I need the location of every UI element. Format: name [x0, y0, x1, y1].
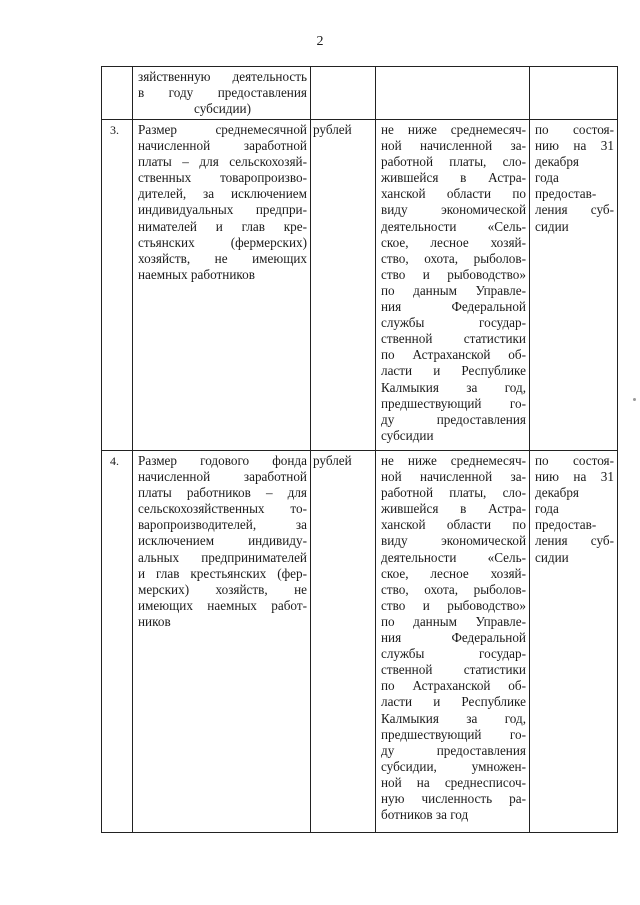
criterion-line: ной начисленной за- [381, 469, 526, 485]
criterion-line: по Астраханской об- [381, 347, 526, 363]
criterion-line: ство и рыбоводство» [381, 266, 526, 282]
date-line: ления суб- [535, 533, 614, 549]
indicator-name-line: стьянских (фермерских) [138, 234, 307, 250]
date-line: нию на 31 [535, 138, 614, 154]
indicator-name-line: платы – для сельскохозяй- [138, 154, 307, 170]
indicator-name-line: платы работников – для [138, 485, 307, 501]
indicator-name-cell [133, 451, 311, 833]
indicator-name-line: нимателей и глав кре- [138, 218, 307, 234]
criterion-line: работной платы, сло- [381, 485, 526, 501]
row-number [102, 67, 132, 69]
page-number: 2 [316, 34, 324, 49]
criterion-cell [376, 120, 530, 451]
criterion-line: ду предоставления [381, 411, 526, 427]
indicator-name-line: варопроизводителей, за [138, 517, 307, 533]
indicator-name-line: мерских) хозяйств, не [138, 581, 307, 597]
indicator-name-line: и глав крестьянских (фер- [138, 565, 307, 581]
indicator-name-line: имеющих наемных работ- [138, 597, 307, 613]
indicator-name-cell [133, 67, 311, 120]
indicator-name-line: в году предоставления [138, 85, 307, 101]
criterion-line: по данным Управле- [381, 613, 526, 629]
date-line: года [535, 170, 559, 186]
criterion-line: по Астраханской об- [381, 678, 526, 694]
criterion-line: субсидии [381, 427, 434, 443]
criterion-line: ское, лесное хозяй- [381, 234, 526, 250]
date-line: сидии [535, 218, 569, 234]
date-cell [530, 451, 618, 833]
indicator-name-line: дителей, за исключением [138, 186, 307, 202]
indicator-name-line: зяйственную деятельность [138, 69, 307, 84]
indicator-name-line: альных предпринимателей [138, 549, 307, 565]
criterion-line: не ниже среднемесяч- [381, 453, 526, 468]
date-cell [530, 120, 618, 451]
date-line: предостав- [535, 186, 597, 202]
criterion-line: ство, охота, рыболов- [381, 250, 526, 266]
criterion-line: Калмыкия за год, [381, 379, 526, 395]
criterion-line: службы государ- [381, 315, 526, 331]
criterion-line: деятельности «Сель- [381, 218, 526, 234]
criterion-cell [376, 67, 530, 120]
criterion-line: ласти и Республике [381, 694, 526, 710]
indicator-name-line: начисленной заработной [138, 469, 307, 485]
table-row [102, 67, 618, 120]
row-number-cell [102, 120, 133, 451]
criterion-line: по данным Управле- [381, 282, 526, 298]
date-line: ления суб- [535, 202, 614, 218]
row-number: 4. [110, 454, 119, 468]
criterion-line: предшествующий го- [381, 395, 526, 411]
criterion-line: ласти и Республике [381, 363, 526, 379]
criterion-line: ной на среднесписоч- [381, 774, 526, 790]
row-number-cell [102, 67, 133, 120]
criterion-line: ную численность ра- [381, 790, 526, 806]
table-row [102, 120, 618, 451]
indicator-name-line: ников [138, 613, 171, 629]
indicator-name-line: Размер годового фонда [138, 453, 307, 468]
unit-cell [311, 67, 376, 120]
criterion-line: деятельности «Сель- [381, 549, 526, 565]
criterion-line: не ниже среднемесяч- [381, 122, 526, 137]
criterion-line: субсидии, умножен- [381, 758, 526, 774]
indicator-name-line: начисленной заработной [138, 138, 307, 154]
unit-cell [311, 451, 376, 833]
indicator-name-line: Размер среднемесячной [138, 122, 307, 137]
date-line: по состоя- [535, 453, 614, 468]
indicator-name-line: исключением индивиду- [138, 533, 307, 549]
row-number-cell [102, 451, 133, 833]
row-number: 3. [110, 123, 119, 137]
indicator-name-cell [133, 120, 311, 451]
criterion-line: предшествующий го- [381, 726, 526, 742]
date-line: сидии [535, 549, 569, 565]
criterion-line: виду экономической [381, 533, 526, 549]
criterion-line: работной платы, сло- [381, 154, 526, 170]
date-line: по состоя- [535, 122, 614, 137]
date-line: года [535, 501, 559, 517]
indicator-name-line: ственных товаропроизво- [138, 170, 307, 186]
unit-label: рублей [313, 122, 352, 137]
date-line: предостав- [535, 517, 597, 533]
criterion-line: ханской области по [381, 517, 526, 533]
criterion-line: ния Федеральной [381, 630, 526, 646]
unit-cell [311, 120, 376, 451]
criterion-line: жившейся в Астра- [381, 170, 526, 186]
indicator-name-line: субсидии) [194, 101, 251, 117]
document-table [101, 66, 618, 833]
criterion-line: ственной статистики [381, 662, 526, 678]
criterion-line: ство, охота, рыболов- [381, 581, 526, 597]
criterion-line: службы государ- [381, 646, 526, 662]
criterion-line: Калмыкия за год, [381, 710, 526, 726]
criterion-line: ду предоставления [381, 742, 526, 758]
unit-label: рублей [313, 453, 352, 468]
indicator-name-line: сельскохозяйственных то- [138, 501, 307, 517]
indicator-name-line: наемных работников [138, 266, 255, 282]
criterion-line: ское, лесное хозяй- [381, 565, 526, 581]
indicator-name-line: хозяйств, не имеющих [138, 250, 307, 266]
criterion-line: ственной статистики [381, 331, 526, 347]
criterion-line: ной начисленной за- [381, 138, 526, 154]
criterion-line: ботников за год [381, 807, 469, 823]
criterion-cell [376, 451, 530, 833]
unit-label [311, 67, 375, 69]
indicator-name-line: индивидуальных предпри- [138, 202, 307, 218]
table-row [102, 451, 618, 833]
date-line: нию на 31 [535, 469, 614, 485]
date-line: декабря [535, 485, 579, 501]
criterion-line: ство и рыбоводство» [381, 597, 526, 613]
margin-dot [633, 398, 636, 401]
criterion-line: виду экономической [381, 202, 526, 218]
criterion-line: ханской области по [381, 186, 526, 202]
date-line: декабря [535, 154, 579, 170]
criterion-line: ния Федеральной [381, 299, 526, 315]
date-cell [530, 67, 618, 120]
criterion-line: жившейся в Астра- [381, 501, 526, 517]
